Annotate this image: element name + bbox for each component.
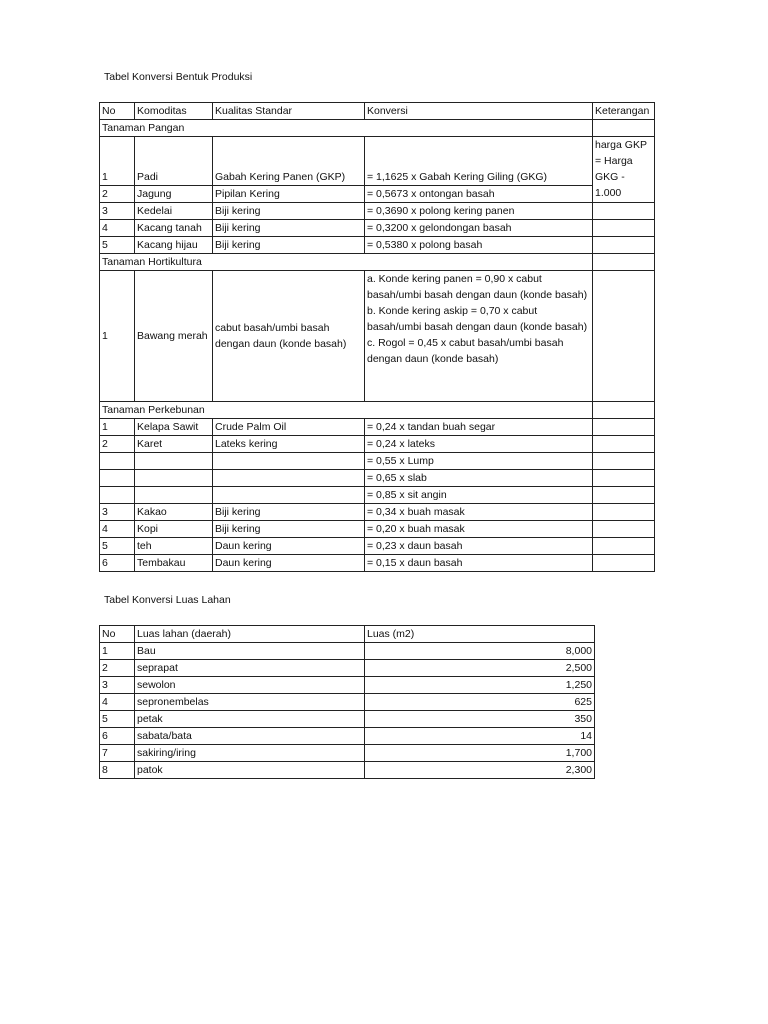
section-title: Tanaman Perkebunan xyxy=(100,402,593,419)
table-cell xyxy=(593,254,655,271)
cell-luas: 1,250 xyxy=(365,677,595,694)
konversi-item-a: a. Konde kering panen = 0,90 x cabut basah/umbi basah dengan daun (konde basah) xyxy=(367,273,588,301)
table-row xyxy=(100,220,655,237)
table-cell xyxy=(593,504,655,521)
cell-no: 7 xyxy=(100,745,135,762)
cell-nama: patok xyxy=(135,762,365,779)
cell-komoditas: Kopi xyxy=(135,521,213,538)
table-cell xyxy=(593,487,655,504)
cell-no: 1 xyxy=(100,419,135,436)
section-row xyxy=(100,254,655,271)
table-cell xyxy=(593,453,655,470)
cell-konversi: = 0,20 x buah masak xyxy=(365,521,593,538)
table-cell xyxy=(593,538,655,555)
table-row xyxy=(100,419,655,436)
table2-title: Tabel Konversi Luas Lahan xyxy=(104,594,231,606)
production-conversion-table xyxy=(99,102,655,572)
cell-komoditas: Kacang tanah xyxy=(135,220,213,237)
cell-kualitas: Crude Palm Oil xyxy=(213,419,365,436)
cell-konversi: = 0,24 x tandan buah segar xyxy=(365,419,593,436)
cell-kualitas: Lateks kering xyxy=(213,436,365,453)
table-row xyxy=(100,521,655,538)
cell-no xyxy=(100,487,135,504)
table-row xyxy=(100,660,595,677)
table-cell xyxy=(593,120,655,137)
konversi-item-b: b. Konde kering askip = 0,70 x cabut basah/umbi basah dengan daun (konde basah) xyxy=(367,305,588,333)
cell-nama: Bau xyxy=(135,643,365,660)
cell-no: 5 xyxy=(100,237,135,254)
table-row xyxy=(100,137,655,186)
cell-luas: 14 xyxy=(365,728,595,745)
cell-no: 5 xyxy=(100,711,135,728)
table-row xyxy=(100,538,655,555)
cell-komoditas: Padi xyxy=(135,137,213,186)
cell-kualitas: Biji kering xyxy=(213,203,365,220)
cell-konversi: = 0,65 x slab xyxy=(365,470,593,487)
table-row xyxy=(100,677,595,694)
header-konversi: Konversi xyxy=(365,103,593,120)
land-area-conversion-table xyxy=(99,625,595,779)
cell-no: 4 xyxy=(100,521,135,538)
table-row xyxy=(100,453,655,470)
table-cell xyxy=(593,419,655,436)
header-luas-m2: Luas (m2) xyxy=(365,626,595,643)
cell-konversi xyxy=(365,271,593,402)
cell-kualitas xyxy=(213,453,365,470)
cell-kualitas: Daun kering xyxy=(213,538,365,555)
cell-konversi: = 0,23 x daun basah xyxy=(365,538,593,555)
table-header-row xyxy=(100,626,595,643)
cell-komoditas xyxy=(135,470,213,487)
table-row xyxy=(100,470,655,487)
cell-no: 2 xyxy=(100,660,135,677)
cell-nama: sabata/bata xyxy=(135,728,365,745)
cell-konversi: = 1,1625 x Gabah Kering Giling (GKG) xyxy=(365,137,593,186)
table-row xyxy=(100,237,655,254)
cell-komoditas: teh xyxy=(135,538,213,555)
cell-no: 5 xyxy=(100,538,135,555)
cell-konversi: = 0,5673 x ontongan basah xyxy=(365,186,593,203)
cell-no: 6 xyxy=(100,728,135,745)
cell-nama: sewolon xyxy=(135,677,365,694)
cell-no: 2 xyxy=(100,186,135,203)
cell-no: 4 xyxy=(100,220,135,237)
section-row xyxy=(100,402,655,419)
cell-komoditas xyxy=(135,453,213,470)
cell-luas: 350 xyxy=(365,711,595,728)
cell-komoditas: Bawang merah xyxy=(135,271,213,402)
cell-no: 8 xyxy=(100,762,135,779)
cell-komoditas: Kacang hijau xyxy=(135,237,213,254)
header-komoditas: Komoditas xyxy=(135,103,213,120)
table-row xyxy=(100,487,655,504)
cell-nama: sepronembelas xyxy=(135,694,365,711)
cell-konversi: = 0,24 x lateks xyxy=(365,436,593,453)
cell-komoditas xyxy=(135,487,213,504)
cell-konversi: = 0,5380 x polong basah xyxy=(365,237,593,254)
cell-komoditas: Kedelai xyxy=(135,203,213,220)
cell-konversi: = 0,55 x Lump xyxy=(365,453,593,470)
cell-no: 3 xyxy=(100,504,135,521)
table-row xyxy=(100,555,655,572)
cell-komoditas: Kakao xyxy=(135,504,213,521)
cell-nama: petak xyxy=(135,711,365,728)
table-cell xyxy=(593,521,655,538)
cell-kualitas: Pipilan Kering xyxy=(213,186,365,203)
cell-konversi: = 0,3200 x gelondongan basah xyxy=(365,220,593,237)
cell-luas: 1,700 xyxy=(365,745,595,762)
cell-kualitas: Biji kering xyxy=(213,521,365,538)
cell-komoditas: Jagung xyxy=(135,186,213,203)
table-cell xyxy=(593,203,655,220)
section-title: Tanaman Pangan xyxy=(100,120,593,137)
table-cell xyxy=(593,237,655,254)
cell-no xyxy=(100,470,135,487)
cell-no: 4 xyxy=(100,694,135,711)
table-cell xyxy=(593,402,655,419)
table-row xyxy=(100,762,595,779)
cell-luas: 625 xyxy=(365,694,595,711)
table-row xyxy=(100,711,595,728)
header-no: No xyxy=(100,626,135,643)
cell-kualitas: Biji kering xyxy=(213,237,365,254)
cell-luas: 2,300 xyxy=(365,762,595,779)
cell-keterangan: harga GKP = Harga GKG - 1.000 xyxy=(593,137,655,203)
table-cell xyxy=(593,436,655,453)
cell-no: 3 xyxy=(100,203,135,220)
header-keterangan: Keterangan xyxy=(593,103,655,120)
cell-luas: 2,500 xyxy=(365,660,595,677)
cell-no: 1 xyxy=(100,137,135,186)
cell-no: 3 xyxy=(100,677,135,694)
cell-nama: sakiring/iring xyxy=(135,745,365,762)
konversi-item-c: c. Rogol = 0,45 x cabut basah/umbi basah dengan daun (konde basah) xyxy=(367,337,564,365)
cell-kualitas: Gabah Kering Panen (GKP) xyxy=(213,137,365,186)
cell-no: 1 xyxy=(100,643,135,660)
cell-kualitas xyxy=(213,487,365,504)
cell-konversi: = 0,15 x daun basah xyxy=(365,555,593,572)
table-row xyxy=(100,271,655,402)
table-cell xyxy=(593,470,655,487)
cell-luas: 8,000 xyxy=(365,643,595,660)
table-cell xyxy=(593,271,655,402)
header-kualitas: Kualitas Standar xyxy=(213,103,365,120)
table-cell xyxy=(593,555,655,572)
cell-no: 2 xyxy=(100,436,135,453)
cell-kualitas: Biji kering xyxy=(213,504,365,521)
table-row xyxy=(100,186,655,203)
cell-konversi: = 0,34 x buah masak xyxy=(365,504,593,521)
section-row xyxy=(100,120,655,137)
header-no: No xyxy=(100,103,135,120)
cell-komoditas: Karet xyxy=(135,436,213,453)
cell-konversi: = 0,3690 x polong kering panen xyxy=(365,203,593,220)
table-row xyxy=(100,694,595,711)
table-header-row xyxy=(100,103,655,120)
cell-no xyxy=(100,453,135,470)
table-row xyxy=(100,728,595,745)
table-row xyxy=(100,203,655,220)
cell-no: 6 xyxy=(100,555,135,572)
table-row xyxy=(100,436,655,453)
table-row xyxy=(100,504,655,521)
section-title: Tanaman Hortikultura xyxy=(100,254,593,271)
cell-kualitas xyxy=(213,470,365,487)
table-row xyxy=(100,643,595,660)
cell-komoditas: Kelapa Sawit xyxy=(135,419,213,436)
cell-kualitas: Biji kering xyxy=(213,220,365,237)
table-row xyxy=(100,745,595,762)
cell-kualitas: Daun kering xyxy=(213,555,365,572)
header-luas-lahan: Luas lahan (daerah) xyxy=(135,626,365,643)
cell-no: 1 xyxy=(100,271,135,402)
cell-nama: seprapat xyxy=(135,660,365,677)
cell-komoditas: Tembakau xyxy=(135,555,213,572)
cell-konversi: = 0,85 x sit angin xyxy=(365,487,593,504)
cell-kualitas: cabut basah/umbi basah dengan daun (konde basah) xyxy=(213,271,365,402)
table-cell xyxy=(593,220,655,237)
table1-title: Tabel Konversi Bentuk Produksi xyxy=(104,71,253,83)
